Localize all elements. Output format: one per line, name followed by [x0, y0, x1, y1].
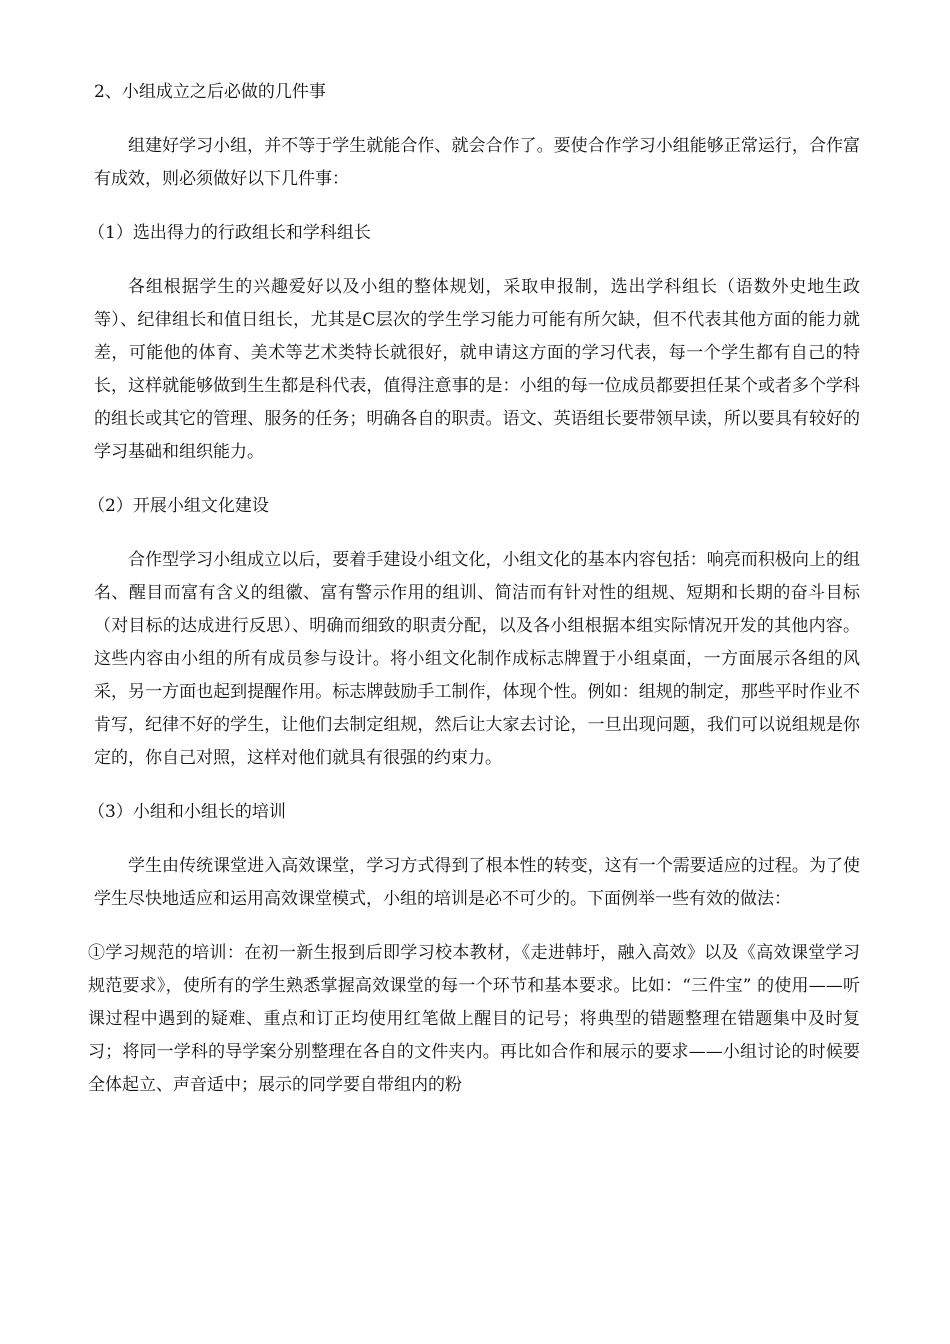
- subsection-body-1: 各组根据学生的兴趣爱好以及小组的整体规划，采取申报制，选出学科组长（语数外史地生政等）、纪律组长和值日组长，尤其是C层次的学生学习能力可能有所欠缺，但不代表其他方面的能力就差，可能他的体育、美术等艺术类特长就很好，就申请这方面的学习代表，每一个学生都有自己的特长，这样就能够做到生生都是科代表，值得注意事的是：小组的每一位成员都要担任某个或者多个学科的组长或其它的管理、服务的任务；明确各自的职责。语文、英语组长要带领早读，所以要具有较好的学习基础和组织能力。: [94, 277, 860, 462]
- subsection-title-3: （3）小组和小组长的培训: [88, 802, 286, 822]
- intro-paragraph: 组建好学习小组，并不等于学生就能合作、就会合作了。要使合作学习小组能够正常运行，合作富有成效，则必须做好以下几件事：: [94, 136, 860, 189]
- document-body: [88, 76, 860, 1102]
- subsection-body-2: 合作型学习小组成立以后，要着手建设小组文化，小组文化的基本内容包括：响亮而积极向上的组名、醒目而富有含义的组徽、富有警示作用的组训、简洁而有针对性的组规、短期和长期的奋斗目标（对目标的达成进行反思）、明确而细致的职责分配，以及各小组根据本组实际情况开发的其他内容。这些内容由小组的所有成员参与设计。将小组文化制作成标志牌置于小组桌面，一方面展示各组的风采，另一方面也起到提醒作用。标志牌鼓励手工制作，体现个性。例如：组规的制定，那些平时作业不肯写，纪律不好的学生，让他们去制定组规，然后让大家去讨论，一旦出现问题，我们可以说组规是你定的，你自己对照，这样对他们就具有很强的约束力。: [94, 550, 860, 768]
- section-heading: 2、小组成立之后必做的几件事: [94, 82, 326, 102]
- list-item: ①学习规范的培训：在初一新生报到后即学习校本教材，《走进韩圩，融入高效》以及《高效课堂学习规范要求》，使所有的学生熟悉掌握高效课堂的每一个环节和基本要求。比如：“三件宝” 的使用——听课过程中遇到的疑难、重点和订正均使用红笔做上醒目的记号；将典型的错题整理在错题集中及时复习；将同一学科的导学案分别整理在各自的文件夹内。再比如合作和展示的要求——小组讨论的时候要全体起立、声音适中；展示的同学要自带组内的粉: [88, 943, 860, 1095]
- subsection-title-1: （1）选出得力的行政组长和学科组长: [88, 223, 371, 243]
- subsection-body-3: 学生由传统课堂进入高效课堂，学习方式得到了根本性的转变，这有一个需要适应的过程。为了使学生尽快地适应和运用高效课堂模式，小组的培训是必不可少的。下面例举一些有效的做法：: [94, 856, 860, 909]
- subsection-title-2: （2）开展小组文化建设: [88, 496, 269, 516]
